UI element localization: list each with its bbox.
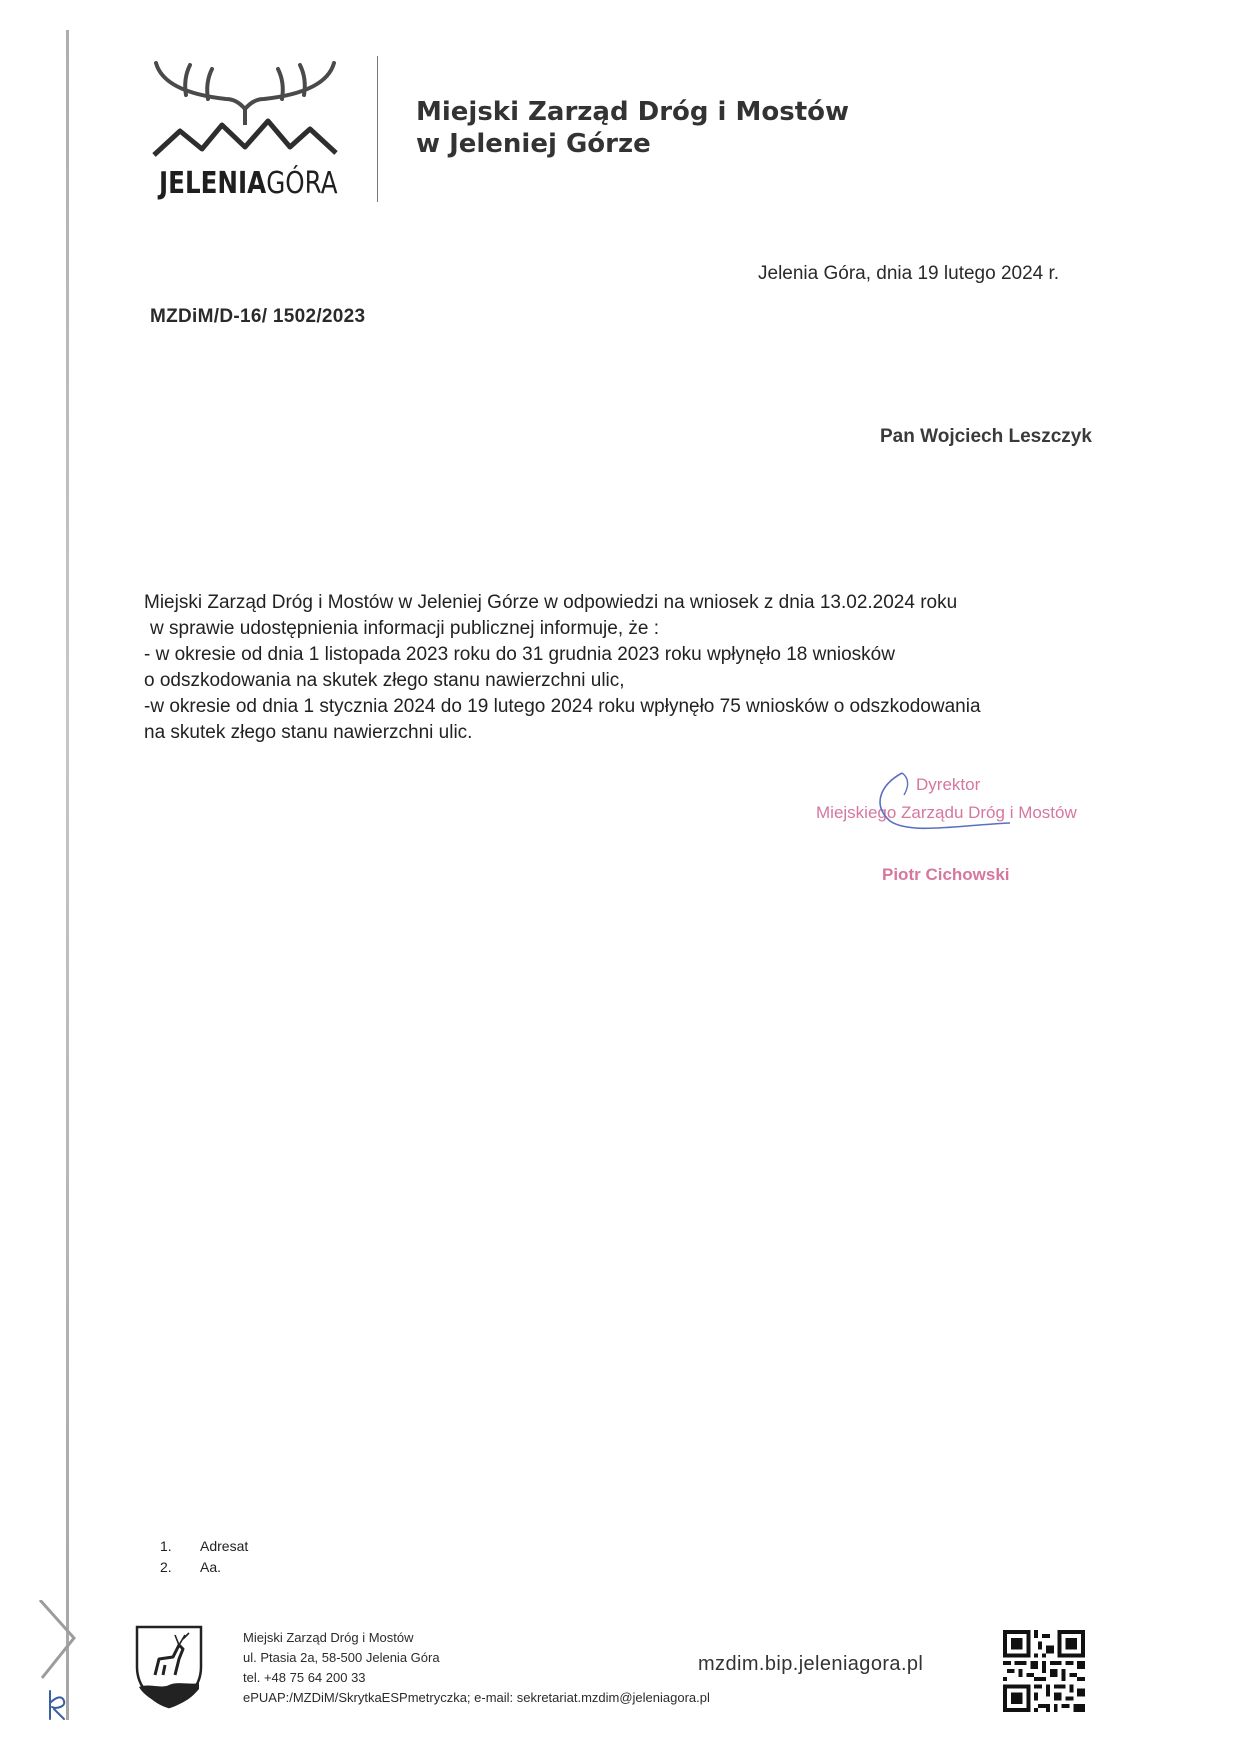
footer-org-name: Miejski Zarząd Dróg i Mostów — [243, 1630, 414, 1645]
footer-phone: tel. +48 75 64 200 33 — [243, 1670, 366, 1685]
body-line: na skutek złego stanu nawierzchni ulic. — [144, 722, 473, 743]
stamp-subtitle: Miejskiego Zarządu Dróg i Mostów — [816, 803, 1077, 822]
distribution-item: 1. Adresat — [160, 1538, 249, 1554]
stamp-title: Dyrektor — [916, 775, 981, 794]
org-name-line1: Miejski Zarząd Dróg i Mostów — [416, 97, 850, 127]
header-divider — [377, 56, 378, 202]
footer-url: mzdim.bip.jeleniagora.pl — [698, 1653, 924, 1675]
distribution-item: 2. Aa. — [160, 1559, 222, 1575]
logo-wordmark — [159, 166, 338, 201]
scan-edge — [66, 30, 69, 1720]
stamp-name: Piotr Cichowski — [882, 865, 1010, 884]
footer-address: ul. Ptasia 2a, 58-500 Jelenia Góra — [243, 1650, 440, 1665]
body-line: -w okresie od dnia 1 stycznia 2024 do 19 lutego 2024 roku wpłynęło 75 wniosków o odszkodowania — [144, 696, 981, 717]
organization-name — [416, 96, 849, 160]
letter-date: Jelenia Góra, dnia 19 lutego 2024 r. — [758, 263, 1060, 284]
letter-body — [144, 590, 1104, 746]
footer-epuap-email: ePUAP:/MZDiM/SkrytkaESPmetryczka; e-mail: sekretariat.mzdim@jeleniagora.pl — [243, 1690, 710, 1705]
director-stamp — [800, 765, 1100, 895]
logo-word-bold: JELENIA — [159, 166, 267, 201]
body-line: o odszkodowania na skutek złego stanu nawierzchni ulic, — [144, 670, 625, 691]
logo-word-light: GÓRA — [266, 166, 338, 201]
distribution-list — [160, 1536, 248, 1578]
reference-number: MZDiM/D-16/ 1502/2023 — [150, 306, 366, 327]
recipient-name: Pan Wojciech Leszczyk — [880, 426, 1092, 447]
body-line: - w okresie od dnia 1 listopada 2023 roku do 31 grudnia 2023 roku wpłynęło 18 wniosków — [144, 644, 895, 665]
body-line: Miejski Zarząd Dróg i Mostów w Jeleniej Górze w odpowiedzi na wniosek z dnia 13.02.2024 roku — [144, 592, 958, 613]
qr-code-icon — [1003, 1630, 1085, 1712]
scan-notch-mark — [30, 1600, 80, 1690]
signature-icon — [850, 765, 1050, 845]
body-line: w sprawie udostępnienia informacji publicznej informuje, że : — [150, 618, 660, 639]
footer-contact — [243, 1628, 710, 1708]
handwritten-mark-icon — [42, 1685, 72, 1725]
city-crest-icon — [133, 1623, 205, 1709]
org-name-line2: w Jeleniej Górze — [416, 129, 651, 159]
